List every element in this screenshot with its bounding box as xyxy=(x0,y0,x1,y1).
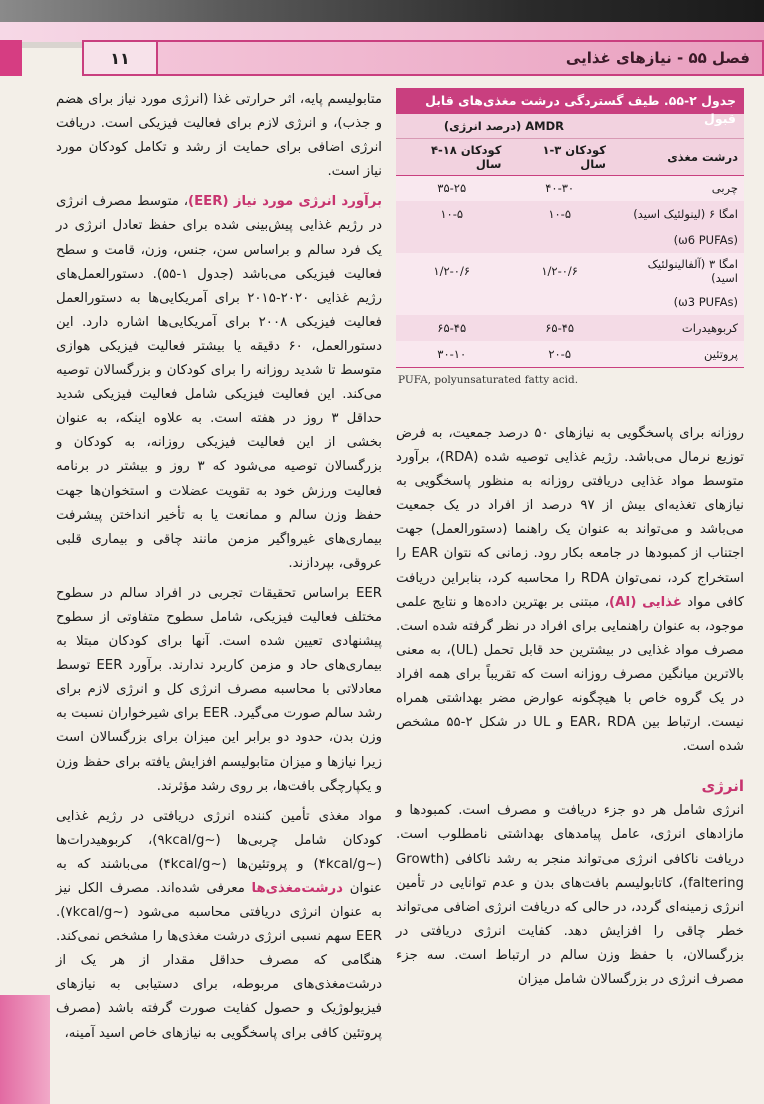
table-row xyxy=(396,175,744,201)
paragraph-text: ، متوسط مصرف انرژی در رژیم غذایی پیش‌بینی شده برای حفظ تعادل انرژی در یک فرد سالم و براساس سن، جنس، وزن، قامت و سطح فعالیت فیزیکی می‌باشد (جدول ۱-۵۵). دستورالعمل‌های رژیم غذایی ۲۰۲۰-۲۰۱۵ برای آمریکایی‌ها به دستورالعمل فعالیت فیزیکی ۲۰۰۸ برای آمریکایی‌ها اشاره دارد. این دستورالعمل، ۶۰ دقیقه یا بیشتر فعالیت فیزیکی هوازی متوسط تا شدید روزانه را برای کودکان و بزرگسالان توصیه می‌کند. این فعالیت فیزیکی شامل فعالیت فیزیکی شدید حداقل ۳ روز در هفته است. به علاوه اینکه، به عنوان بخشی از این فعالیت فیزیکی روزانه، به کودکان و بزرگسالان توصیه می‌شود که ۳ روز و بیشتر در برنامه فعالیت ورزش خود به تقویت عضلات و استخوان‌ها جهت حفظ وزن سالم و ممانعت یا به تأخیر انداختن پیشرفت بیماری‌های غیرواگیر مزمن مانند چاقی و بیماری قلبی عروقی، بپردازند. xyxy=(56,194,382,571)
table-row xyxy=(396,315,744,341)
table-cell-value: ۴۰-۳۰ xyxy=(507,175,611,201)
table-footnote: PUFA, polyunsaturated fatty acid. xyxy=(396,367,744,392)
paragraph: انرژی شامل هر دو جزء دریافت و مصرف است. کمبودها و مازادهای انرژی، عامل پیامدهای بهداشتی نامطلوب است. دریافت ناکافی انرژی می‌تواند منجر به رشد ناکافی (Growth faltering)، کاتابولیسم بافت‌های بدن و عدم توانایی در تأمین انرژی زمینه‌ای گردد، در حالی که دریافت انرژی اضافی می‌تواند خطر چاقی را افزایش دهد. کفایت انرژی دریافتی در بزرگسالان، با حفظ وزن سالم در ارتباط است. سه جزء مصرف انرژی در بزرگسالان شامل میزان xyxy=(396,803,744,987)
table-cell-value: ۶۵-۴۵ xyxy=(396,315,507,341)
top-decorative-band xyxy=(0,0,764,22)
table-col-children-4-18: کودکان ۱۸-۴ سال xyxy=(396,138,507,175)
table-cell-value xyxy=(507,227,611,253)
table-cell-value: ۱۰-۵ xyxy=(396,201,507,227)
table-cell-value: ۱۰-۵ xyxy=(507,201,611,227)
table-row xyxy=(396,289,744,315)
table-cell-value: ۳۰-۱۰ xyxy=(396,341,507,367)
page-edge-marker xyxy=(0,995,50,1104)
paragraph-text: معرفی شده‌اند. مصرف الکل نیز به عنوان انرژی دریافتی محاسبه می‌شود (~۷kcal/g). EER سهم نسبی انرژی درشت مغذی‌ها را مشخص نمی‌کند. هنگامی که مصرف حداقل مقدار از هر یک از درشت‌مغذی‌های مربوطه، برای دستیابی به نیازهای فیزیولوژیک و حصول کفایت صورت گرفته باشد (مصرف پروتئین کافی برای پاسخگویی به نیازهای خاص اسید آمینه، xyxy=(56,881,382,1041)
amdr-table xyxy=(396,114,744,367)
table-cell-nutrient: پروتئین xyxy=(612,341,744,367)
highlight-term-ai: غذایی (AI) xyxy=(609,594,682,610)
table-col-nutrient: درشت مغذی xyxy=(612,138,744,175)
paragraph-text: روزانه برای پاسخگویی به نیازهای ۵۰ درصد جمعیت، به فرض توزیع نرمال می‌باشد. رژیم غذایی توصیه شده (RDA)، برآورد متوسط مواد غذایی دریافتی روزانه به منظور پاسخگویی به نیازهای تغذیه‌ای بیش از ۹۷ درصد از افراد در یک جمعیت می‌باشد و می‌تواند به عنوان یک راهنما (دستورالعمل) جهت اجتناب از کمبودها در جامعه بکار رود. زمانی که نتوان EAR را استخراج کرد، نمی‌توان RDA را محاسبه کرد، بنابراین دریافت کافی مواد xyxy=(396,426,744,610)
table-group-header: AMDR (درصد انرژی) xyxy=(396,114,612,138)
table-cell-nutrient: (ω6 PUFAs) xyxy=(612,227,744,253)
paragraph xyxy=(56,190,382,576)
table-col-children-1-3: کودکان ۳-۱ سال xyxy=(507,138,611,175)
table-cell-value: ۱/۲-۰/۶ xyxy=(396,253,507,289)
table-cell-value: ۱/۲-۰/۶ xyxy=(507,253,611,289)
page-number: ۱۱ xyxy=(82,40,156,76)
table-cell-nutrient: امگا ۳ (آلفالینولئیک اسید) xyxy=(612,253,744,289)
paragraph xyxy=(56,805,382,1046)
table-row xyxy=(396,253,744,289)
section-title-energy: انرژی xyxy=(701,777,744,796)
table-cell-value: ۶۵-۴۵ xyxy=(507,315,611,341)
paragraph: متابولیسم پایه، اثر حرارتی غذا (انرژی مورد نیاز برای هضم و جذب)، و انرژی لازم برای فعالیت فیزیکی است. دریافت انرژی اضافی برای حمایت از رشد و تکامل کودکان مورد نیاز است. xyxy=(56,92,382,180)
table-row xyxy=(396,341,744,367)
table-cell-value xyxy=(507,289,611,315)
table-cell-value xyxy=(396,227,507,253)
paragraph-text: مواد مغذی تأمین کننده انرژی دریافتی در رژیم غذایی کودکان شامل چربی‌ها (~۹kcal/g)، کربوهیدرات‌ها (~۴kcal/g) و پروتئین‌ها (~۴kcal/g) می‌باشند که به عنوان xyxy=(56,808,382,896)
table-cell-value: ۲۰-۵ xyxy=(507,341,611,367)
paragraph-text: ، مبتنی بر بهترین داده‌ها و نتایج علمی موجود، به عنوان راهنمایی برای افراد در نظر گرفته شده است. مصرف مواد غذایی در بیشترین حد قابل تحمل (UL)، به معنی بالاترین میانگین مصرف روزانه است که تقریباً برای همه افراد در یک گروه خاص با هیچگونه عوارض مضر بهداشتی همراه نیست. ارتباط بین EAR، RDA و UL در شکل ۲-۵۵ مشخص شده است. xyxy=(396,594,744,755)
table-cell-nutrient: امگا ۶ (لینولئیک اسید) xyxy=(612,201,744,227)
paragraph xyxy=(396,422,744,759)
table-title: جدول ۲-۵۵. طیف گستردگی درشت مغذی‌های قابل قبول xyxy=(396,88,744,114)
table-cell-nutrient: چربی xyxy=(612,175,744,201)
right-column-text xyxy=(396,422,744,992)
table-row xyxy=(396,201,744,227)
table-row xyxy=(396,227,744,253)
table-cell-value xyxy=(396,289,507,315)
table-cell-value: ۳۵-۲۵ xyxy=(396,175,507,201)
highlight-term-eer: برآورد انرژی مورد نیاز (EER) xyxy=(188,194,382,210)
paragraph: EER براساس تحقیقات تجربی در افراد سالم در سطوح مختلف فعالیت فیزیکی، شامل سطوح متفاوتی از سطوح پیشنهادی تعیین شده است. آنها برای کودکان مبتلا به بیماری‌های حاد و مزمن کاربرد ندارند. برآورد EER توسط معادلاتی با محاسبه مصرف انرژی کل و انرژی لازم برای رشد سالم صورت می‌گیرد. EER برای شیرخواران نسبت به وزن بدن، حدود دو برابر این میزان برای بزرگسالان است زیرا نیازها و میزان متابولیسم افزایش یافته برای حفظ وزن و یکپارچگی بافت‌ها، بر روی رشد مؤثرند. xyxy=(56,585,382,794)
page-header xyxy=(20,38,764,78)
table-cell-nutrient: کربوهیدرات xyxy=(612,315,744,341)
header-edge-square xyxy=(0,40,22,76)
amdr-table-block xyxy=(396,88,744,392)
left-column-text xyxy=(56,88,382,1046)
table-cell-nutrient: (ω3 PUFAs) xyxy=(612,289,744,315)
chapter-title: فصل ۵۵ - نیازهای غذایی xyxy=(156,40,764,76)
highlight-term-macronutrients: درشت‌مغذی‌ها xyxy=(251,881,343,896)
